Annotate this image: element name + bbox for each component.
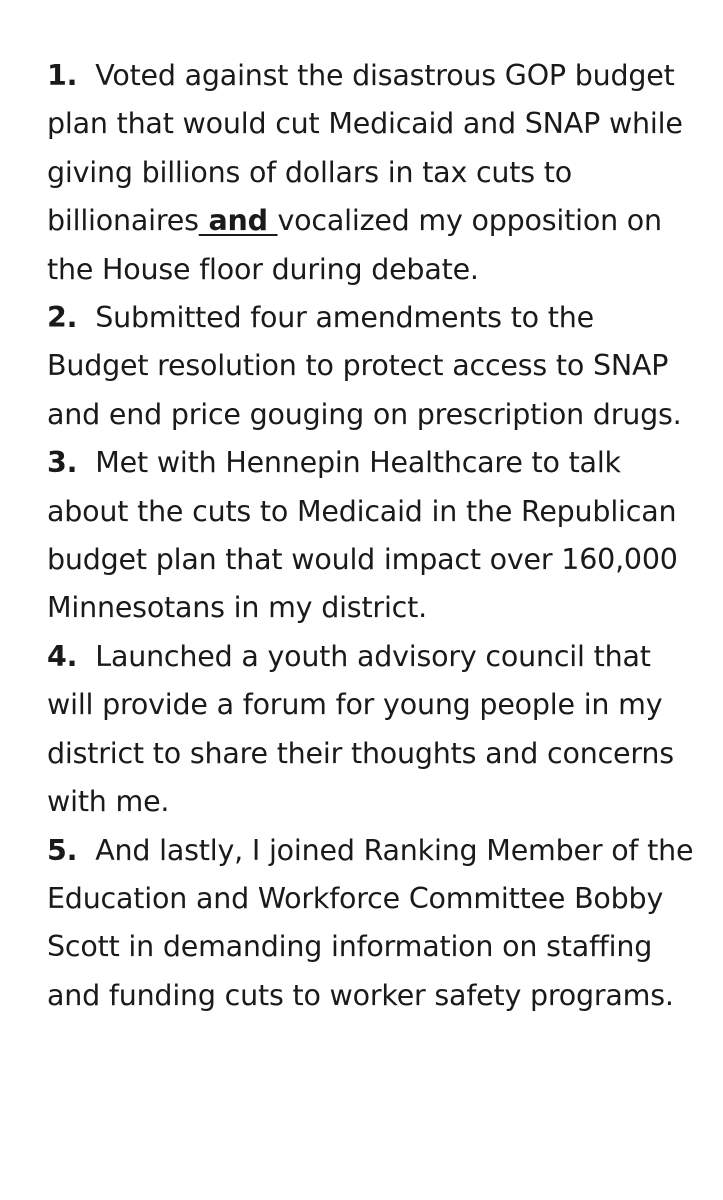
item-text: Submitted four amendments to the Budget resolution to protect access to SNAP and end price gouging on prescription drugs. (47, 301, 682, 431)
item-number: 1. (47, 59, 78, 92)
item-text: Met with Hennepin Healthcare to talk about the cuts to Medicaid in the Republican budget plan that would impact over 160,000 Minnesotans in my district. (47, 446, 678, 625)
list-item (47, 633, 697, 827)
list-item (47, 294, 697, 439)
item-number: 4. (47, 639, 78, 673)
item-number: 2. (47, 301, 78, 335)
item-number: 3. (47, 446, 78, 480)
item-number: 5. (47, 833, 78, 867)
list-item (47, 52, 697, 294)
item-text: And lastly, I joined Ranking Member of the Education and Workforce Committee Bobby Scott in demanding information on staffing and funding cuts to worker safety programs. (47, 833, 694, 1012)
list-item (47, 439, 697, 633)
underlined-emphasis: and (198, 204, 278, 238)
item-text-continued: vocalized my opposition on the House floor during debate. (47, 204, 662, 286)
item-text: Voted against the disastrous GOP budget plan that would cut Medicaid and SNAP while giving billions of dollars in tax cuts to billionaires (47, 59, 683, 238)
note-body (47, 52, 697, 1020)
list-item (47, 827, 697, 1021)
item-text: Launched a youth advisory council that will provide a forum for young people in my district to share their thoughts and concerns with me. (47, 639, 674, 819)
